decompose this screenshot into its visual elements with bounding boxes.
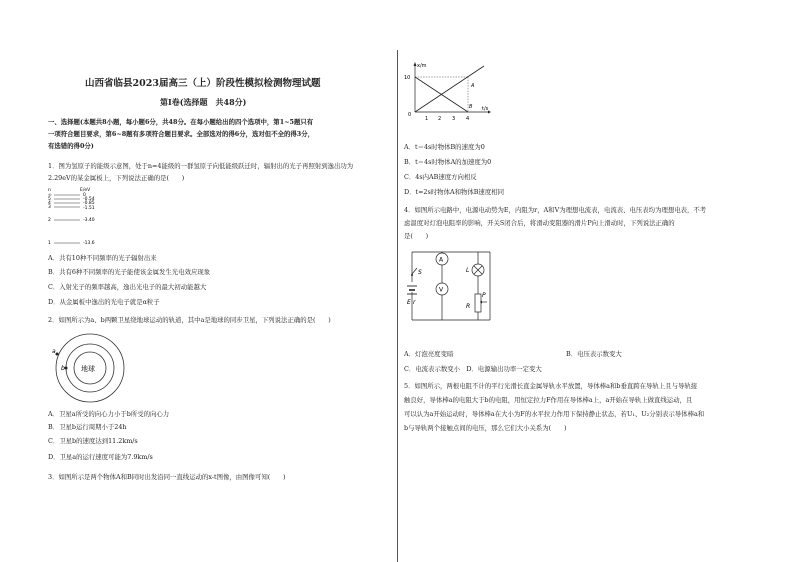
q3-option-c: C．4s内AB速度方向相反: [404, 173, 477, 181]
svg-text:3: 3: [48, 205, 51, 210]
q5-stem-line-4: b与导轨两个接触点间的电压，那么它们大小关系为( ): [404, 424, 567, 432]
svg-text:∞: ∞: [48, 193, 52, 198]
switch-label: S: [418, 269, 422, 276]
svg-text:-13.6: -13.6: [83, 241, 95, 246]
voltmeter-label: V: [439, 286, 444, 294]
q4-option-cd: C．电流表示数变小 D．电源输出功率一定变大: [404, 365, 542, 373]
q3-option-d: D．t=2s时物体A和物体B速度相同: [404, 188, 504, 196]
q4-option-b: B．电压表示数变大: [566, 350, 622, 358]
x-tick-2: 2: [438, 116, 442, 122]
q1-stem-line-1: 1．图为氢原子的能级示意图，处于n=4能级的一群氢原子向低能级跃迁时，辐射出的光子再照射到逸出功为: [48, 162, 354, 170]
y-axis-label: x/m: [417, 63, 427, 69]
q1-stem-line-2: 2.29eV的某金属板上，下列说法正确的是( ): [48, 174, 185, 182]
q3-stem: 3．如图所示是两个物体A和B同时出发沿同一直线运动的x-t图像，由图像可知( ): [48, 473, 286, 481]
q2-option-d: D．卫星a的运行速度可能为7.9km/s: [48, 453, 153, 461]
y-tick-10: 10: [404, 75, 411, 81]
internal-resistance-label: r: [413, 299, 416, 306]
svg-text:2: 2: [48, 218, 51, 223]
svg-text:0: 0: [83, 193, 86, 198]
e-label: E/eV: [80, 188, 91, 193]
level-2: [48, 217, 95, 223]
lamp-label: L: [466, 267, 470, 274]
x-tick-1: 1: [425, 116, 429, 122]
q5-stem-line-3: 可以认为a开始运动时，导体棒a在大小为F的水平拉力作用下保持静止状态，若U₁、U₂分别表示导体棒a和: [404, 410, 705, 418]
q1-option-d: D．从金属板中逸出的光电子就是α粒子: [48, 298, 160, 306]
q2-stem: 2．如图所示为a、b两颗卫星绕地球运动的轨道，其中a是地球的同步卫星，下列说法正确的是( ): [48, 316, 331, 324]
energy-level-diagram: [46, 184, 146, 248]
q4-stem-line-2: 虑温度对灯泡电阻率的影响，开关S闭合后，将滑动变阻器的滑片P向上滑动时，下列说法正确的: [404, 219, 675, 227]
q3-option-a: A．t＝4s时物体B的速度为0: [404, 143, 485, 151]
satellite-b-label: b: [61, 365, 65, 372]
rheostat: [475, 294, 481, 312]
xt-graph: [400, 60, 492, 122]
ammeter-label: A: [439, 256, 444, 264]
slider-label: P: [482, 292, 486, 299]
column-divider: [397, 50, 398, 562]
satellite-a-label: a: [52, 348, 56, 355]
svg-text:-1.51: -1.51: [83, 206, 95, 211]
origin-label: 0: [408, 112, 412, 118]
instructions-line-1: 一、选择题(本题共8小题，每小题6分，共48分。在每小题给出的四个选项中，第1~5题只有: [48, 118, 314, 126]
q2-option-a: A．卫星a所受的向心力小于b所受的向心力: [48, 410, 170, 418]
satellite-orbit-diagram: [48, 330, 128, 406]
satellite-a: [56, 353, 59, 356]
q3-option-b: B．t＝4s时物体A的加速度为0: [404, 158, 492, 166]
svg-text:1: 1: [48, 241, 51, 246]
level-1: [48, 240, 95, 246]
q4-stem-line-1: 4．如图所示电路中，电源电动势为E，内阻为r，A和V为理想电流表，电流表、电压表均为理想电表，不考: [404, 206, 707, 214]
svg-text:-0.85: -0.85: [83, 201, 95, 206]
circuit-diagram: [402, 242, 502, 330]
q2-option-c: C．卫星b的速度达到11.2km/s: [48, 437, 138, 445]
earth-label: 地球: [81, 365, 95, 373]
page-title: 山西省临县2023届高三（上）阶段性模拟检测物理试题: [85, 78, 321, 89]
satellite-b: [65, 367, 68, 370]
emf-label: E: [407, 299, 411, 306]
q5-stem-line-2: 触良好，导体棒a的电阻大于b的电阻，用恒定拉力F作用在导体棒a上，a开始在导轨上做直线运动，且: [404, 396, 693, 404]
svg-text:-0.54: -0.54: [83, 197, 95, 202]
q4-stem-line-3: 是( ): [404, 232, 429, 240]
q5-stem-line-1: 5．如图所示，两根电阻不计的平行光滑长直金属导轨水平放置，导体棒a和b垂直跨在导轨上且与导轨接: [404, 382, 698, 390]
x-axis-label: t/s: [482, 106, 489, 112]
x-tick-4: 4: [466, 116, 470, 122]
x-tick-3: 3: [452, 116, 456, 122]
x-axis-arrow: [488, 111, 491, 114]
svg-text:4: 4: [48, 201, 51, 206]
q1-option-b: B．共有6种不同频率的光子能使该金属发生光电效应现象: [48, 268, 211, 276]
line-b-label: B: [469, 104, 473, 110]
instructions-line-3: 有选错的得0分): [48, 142, 94, 150]
line-a: [415, 66, 484, 112]
q2-option-b: B．卫星b运行周期小于24h: [48, 423, 127, 431]
q1-option-a: A．共有10种不同频率的光子辐射出来: [48, 254, 157, 262]
line-a-label: A: [471, 83, 475, 89]
section-title: 第Ⅰ卷(选择题 共48分): [160, 97, 247, 107]
svg-text:-3.40: -3.40: [83, 218, 95, 223]
rheostat-label: R: [466, 303, 471, 310]
instructions-line-2: 一项符合题目要求，第6~8题有多项符合题目要求。全部选对的得6分，选对但不全的得3分，: [48, 130, 314, 138]
svg-text:5: 5: [48, 197, 51, 202]
level-3: [48, 204, 95, 211]
q1-option-c: C．入射光子的频率越高，逸出光电子的最大初动能越大: [48, 283, 207, 291]
n-label: n: [48, 188, 51, 193]
q4-option-a: A．灯泡亮度变暗: [404, 350, 454, 358]
